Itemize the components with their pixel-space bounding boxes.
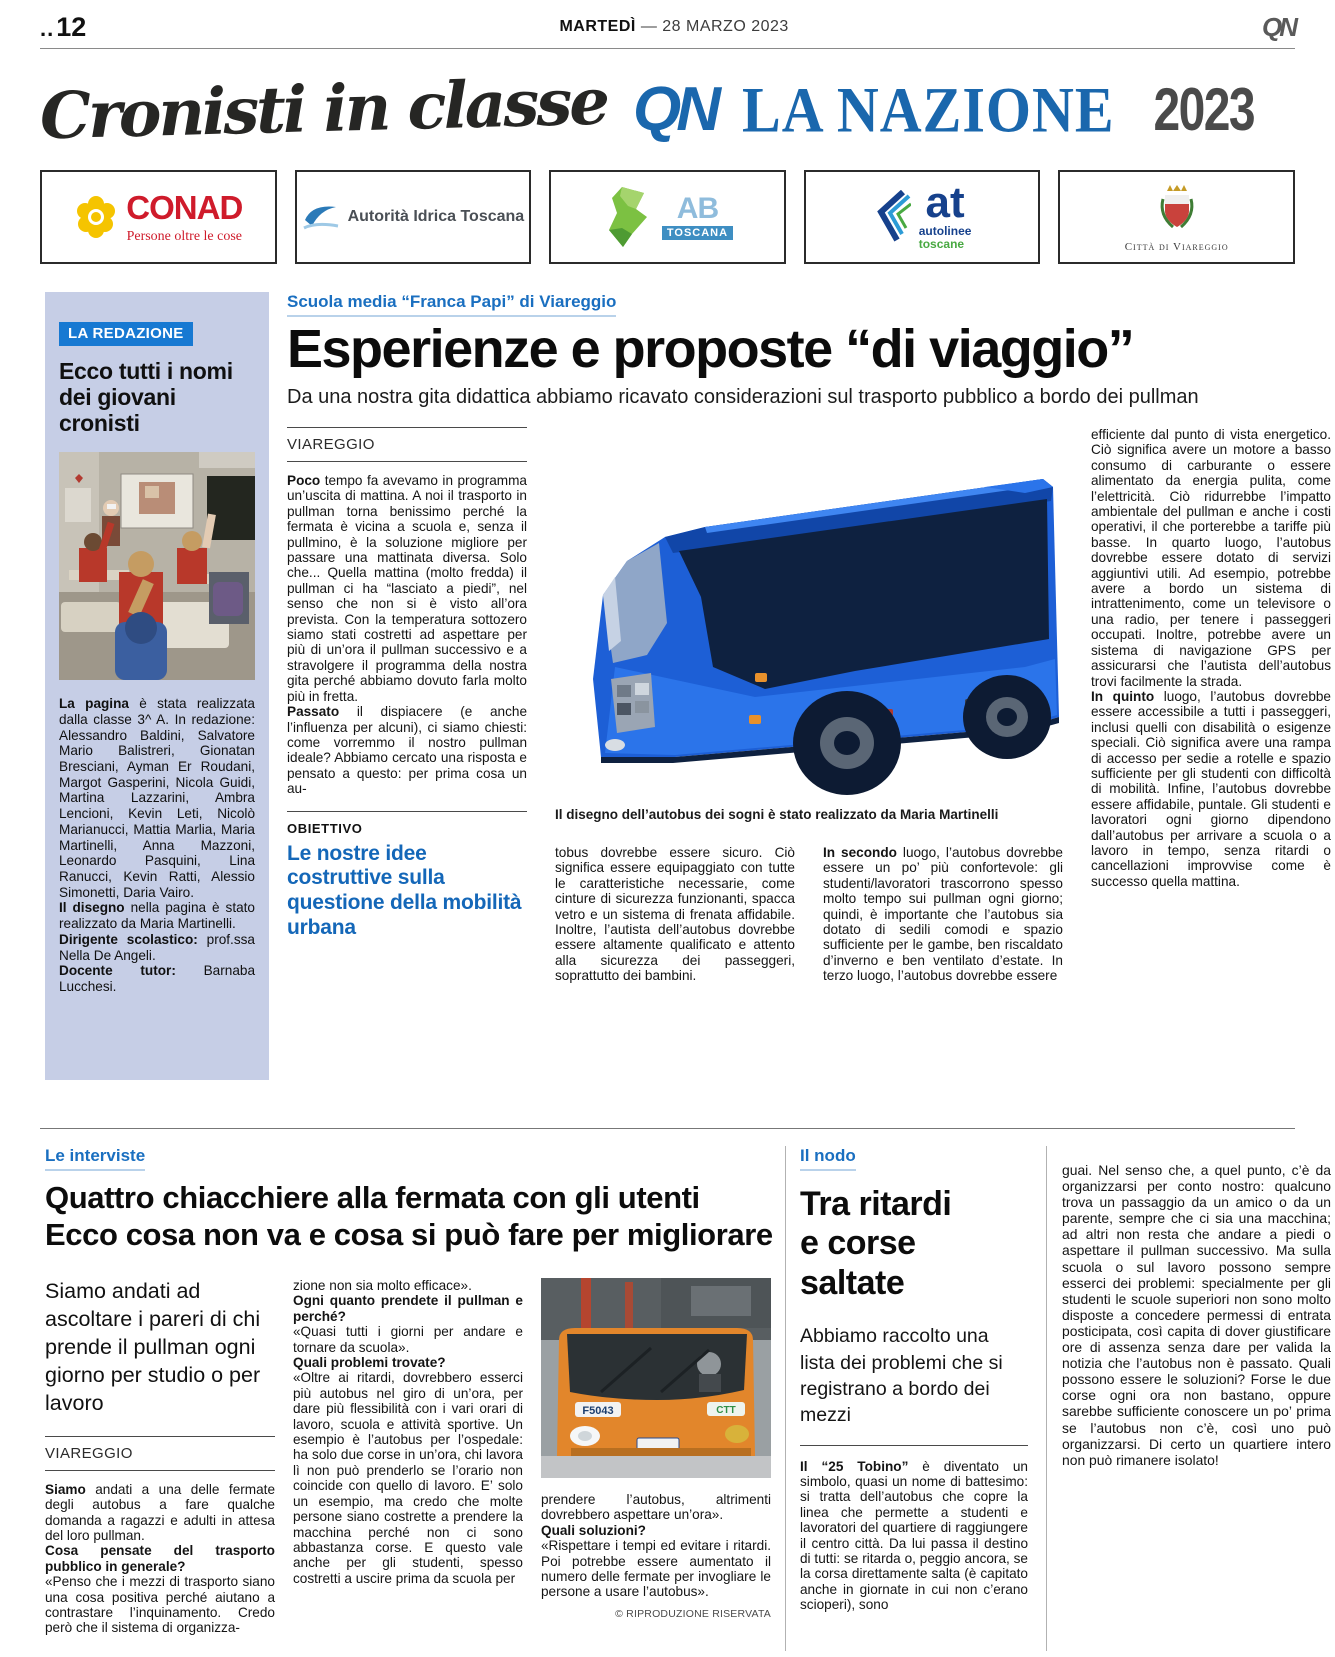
redazione-paragraph	[59, 963, 255, 994]
edition-date	[86, 18, 1262, 36]
folio-dots: ..	[40, 15, 55, 41]
paragraph-lead: Il “25 Tobino”	[800, 1458, 909, 1474]
page-number: 12	[56, 11, 87, 42]
interviews-col-1	[45, 1278, 275, 1636]
main-kicker: Scuola media “Franca Papi” di Viareggio	[287, 292, 616, 317]
redazione-badge: LA REDAZIONE	[59, 322, 193, 346]
conad-flower-icon	[74, 195, 118, 239]
paragraph-lead: Poco	[287, 473, 321, 488]
paragraph-lead: Il disegno	[59, 900, 125, 916]
at-line1: autolinee	[918, 223, 972, 238]
article-paragraph	[823, 845, 1063, 984]
nodo-body	[800, 1459, 1028, 1613]
nodo-kicker: Il nodo	[800, 1146, 856, 1171]
column-rule	[785, 1146, 786, 1651]
sponsor-autolinee-toscane	[804, 170, 1041, 264]
viareggio-wordmark: Città di Viareggio	[1124, 241, 1229, 253]
at-line2: toscane	[918, 236, 965, 251]
interview-answer: prendere l’autobus, altrimenti dovrebbero aspettare un’ora».	[541, 1492, 771, 1523]
interviews-col-2	[293, 1278, 523, 1586]
paragraph-text: efficiente dal punto di vista energetico. Ciò significa avere un motore a basso consumo di carburante o essere alimentato da energia pulita, come l’elettricità. Ciò ridurrebbe l’impatto ambientale del pullman e anche i costi operativi, il che porterebbe a tariffe più basse. In quarto luogo, l’autobus dovrebbe essere dotato di servizi aggiuntivi utili. Ad esempio, potrebbe avere a bordo un sistema di intrattenimento, come un televisore o una radio, per tenere i passeggeri occupati. Inoltre, potrebbe avere un sistema di navigazione GPS per assicurarsi che l’autista dell’autobus trovi facilmente la strada.	[1091, 427, 1331, 689]
paragraph-text: Barnaba Lucchesi.	[59, 963, 255, 994]
page-folio	[40, 12, 86, 43]
column-rule	[1046, 1146, 1047, 1651]
interview-question: Quali problemi trovate?	[293, 1355, 446, 1371]
section-divider	[40, 1128, 1295, 1129]
conad-tagline: Persone oltre le cose	[126, 229, 243, 244]
nodo-headline-line3: saltate	[800, 1263, 905, 1302]
nodo-headline-line2: e corse	[800, 1224, 916, 1263]
adb-region-label: TOSCANA	[662, 226, 733, 240]
paragraph-lead: Docente tutor:	[59, 963, 176, 979]
interview-answer: «Quasi tutti i giorni per andare e tornare da scuola».	[293, 1324, 523, 1355]
article-paragraph	[287, 473, 527, 704]
autorita-idrica-wordmark: Autorità Idrica Toscana	[347, 208, 525, 225]
objective-label: OBIETTIVO	[287, 820, 363, 836]
interview-answer: «Penso che i mezzi di trasporto siano una cosa positiva perché aiutano a contrastare l’inquinamento. Credo però che il sistema di organizza-	[45, 1574, 275, 1636]
redazione-sidebar	[45, 292, 269, 1080]
edition-date-rest: — 28 MARZO 2023	[640, 18, 789, 35]
dream-bus-caption: Il disegno dell’autobus dei sogni è stato realizzato da Maria Martinelli	[555, 807, 999, 822]
paragraph-lead: Siamo	[45, 1481, 86, 1497]
paragraph-text: tempo fa avevamo in programma un’uscita di mattina. A noi il trasporto in pullman torna benissimo perché la fermata è vicina a scuola e, senza il pullmino, è la soluzione migliore per passare una mattinata diversa. Solo che... Quella mattina (molto fredda) il pullman ci ha “lasciato a piedi”, nel senso che non si è visto all’ora prevista. Con la temperatura sottozero siamo stati costretti ad aspettare per più di un’ora il pullman successivo e a stravolgere il programma della nostra gita perché abbiamo dovuto farla molto più in fretta.	[287, 473, 527, 704]
interviews-standfirst: Siamo andati ad ascoltare i pareri di chi prende il pullman ogni giorno per studio o per lavoro	[45, 1279, 261, 1415]
redazione-paragraph	[59, 900, 255, 931]
paragraph-text: è stata realizzata dalla classe 3^ A. In redazione: Alessandro Baldini, Salvatore Mario Balistreri, Gionatan Bresciani, Ayman Er Roudani, Margot Gasperini, Nicola Guidi, Martina Lazzarini, Ambra Lencioni, Kevin Leti, Nicolò Marianucci, Mattia Marlia, Maria Martinelli, Anna Mazzoni, Leonardo Pasquini, Lina Ranucci, Kevin Ratti, Alessio Simonetti, Daria Vairo.	[59, 696, 255, 900]
viareggio-crest-icon	[1157, 181, 1197, 239]
main-headline: Esperienze e proposte “di viaggio”	[287, 319, 1134, 379]
article-paragraph	[1091, 689, 1331, 889]
objective-box	[287, 811, 527, 941]
at-wordmark: at	[925, 178, 965, 228]
main-col-4	[1091, 427, 1331, 889]
main-deck: Da una nostra gita didattica abbiamo ricavato considerazioni sul trasporto pubblico a bordo dei pullman	[287, 386, 1199, 408]
paragraph-text: il dispiacere (e anche l’influenza per alcuni), ci siamo chiesti: come vorremmo il nostro pullman ideale? Abbiamo cercato una risposta e pensato a questo: per prima cosa un au-	[287, 704, 527, 797]
sponsor-conad	[40, 170, 277, 264]
sponsor-citta-viareggio	[1058, 170, 1295, 264]
at-stripes-icon	[873, 190, 911, 244]
paragraph-text: nella pagina è stato realizzato da Maria Martinelli.	[59, 900, 255, 932]
interviews-headline-line2: Ecco cosa non va e cosa si può fare per migliorare	[45, 1216, 773, 1252]
article-paragraph	[800, 1459, 1028, 1613]
interview-answer: «Rispettare i tempi ed evitare i ritardi. Poi potrebbe essere aumentato il numero delle fermate per invogliare le persone a usare l’autobus».	[541, 1538, 771, 1600]
masthead	[40, 56, 1295, 162]
water-wave-icon	[302, 202, 340, 232]
paragraph-lead: In quinto	[1091, 688, 1155, 704]
interviews-col-3	[541, 1278, 771, 1620]
edition-day: MARTEDÌ	[559, 18, 636, 35]
sponsor-strip	[40, 170, 1295, 264]
main-article	[287, 292, 1331, 1080]
article-paragraph	[287, 704, 527, 796]
copyright-notice: © RIPRODUZIONE RISERVATA	[615, 1607, 771, 1620]
la-nazione-logo: LA NAZIONE	[742, 72, 1115, 146]
main-col-1	[287, 427, 527, 941]
masthead-year: 2023	[1153, 75, 1254, 143]
paragraph-text: è diventato un simbolo, quasi un nome di battesimo: si tratta dell’autobus che copre la linea che permette a studenti e lavoratori del quartiere di raggiungere il centro città. Da lui passa il destino di tutti: se ritarda o, peggio ancora, se la corsa direttamente salta (è capitato anche in giornate in cui non c’erano scioperi), sono	[800, 1458, 1028, 1613]
article-paragraph: guai. Nel senso che, a quel punto, c’è da organizzarsi per conto nostro: qualcuno trova un passaggio da un amico o da un parente, sempre che ci sia una macchina; ad altri non resta che andare a piedi o aspettare il pullman successivo. Ma sulla scuola o sul lavoro possono sempre esserci dei problemi: specialmente per gli studenti le scuole superiori non sono molto disposte a concedere permessi di entrata posticipata, così capita di dover giustificare ore di assenza senza dare per valida la notizia che l’autobus non è passato. Quali possono essere le soluzioni? Forse le due corse ogni ora non bastano, oppure sarebbe sufficiente conoscere un po’ prima se l’autobus non c’è, così uno può organizzarsi. Di certo un quartiere intero non può rimanere isolato!	[1062, 1162, 1331, 1468]
nodo-standfirst: Abbiamo raccolto una lista dei problemi che si registrano a bordo dei mezzi	[800, 1325, 1003, 1427]
redazione-title-line2: dei giovani cronisti	[59, 383, 176, 436]
paragraph-lead: In secondo	[823, 845, 897, 860]
nodo-rule	[800, 1445, 1028, 1446]
article-paragraph	[45, 1482, 275, 1544]
interview-question: Ogni quanto prendete il pullman e perché?	[293, 1293, 523, 1324]
sponsor-autorita-idrica	[295, 170, 532, 264]
dream-bus-drawing	[555, 427, 1063, 799]
paragraph-text: luogo, l’autobus dovrebbe essere accessibile a tutti i passeggeri, inclusi quelli con disabilità o esigenze speciali. Ciò significa avere una rampa di accesso per sedie a rotelle e spazio sufficiente per gli studenti con difficoltà di mobilità. Infine, l’autobus dovrebbe essere affidabile, puntale. Gli studenti e lavoratori ogni giorno dipendono dall’autobus per arrivare a scuola o a lavoro in tempo, senza ritardi o cancellazioni improvvise come è successo quella mattina.	[1091, 688, 1331, 889]
interviews-article	[45, 1146, 771, 1657]
dateline: VIAREGGIO	[287, 427, 527, 462]
objective-text: Le nostre idee costruttive sulla questione della mobilità urbana	[287, 841, 522, 939]
redazione-paragraph	[59, 932, 255, 963]
conad-wordmark: CONAD	[126, 189, 243, 226]
main-col-2	[555, 845, 795, 984]
article-paragraph	[555, 845, 795, 984]
redazione-body	[59, 696, 255, 994]
interview-answer: zione non sia molto efficace».	[293, 1278, 472, 1293]
top-bar	[40, 8, 1295, 46]
sponsor-adb-toscana	[549, 170, 786, 264]
interviews-headline	[45, 1180, 771, 1253]
redazione-paragraph	[59, 696, 255, 900]
paragraph-lead: Passato	[287, 704, 340, 720]
paragraph-text: andati a una delle fermate degli autobus a fare qualche domanda a ragazzi e adulti in attesa del loro pullman.	[45, 1481, 275, 1543]
qn-logo: QN	[633, 74, 717, 144]
adb-abbr: AB	[676, 192, 719, 225]
cronisti-in-classe-logo: Cronisti in classe	[39, 64, 608, 154]
qn-logo-small: QN	[1262, 11, 1295, 42]
bus-fleet-number: F5043	[582, 1405, 614, 1417]
city-bus-photo	[541, 1278, 771, 1478]
paragraph-lead: La pagina	[59, 696, 129, 712]
bus-operator-logo: CTT	[716, 1405, 736, 1416]
paragraph-text: luogo, l’autobus dovrebbe essere un po’ più confortevole: gli studenti/lavoratori trascorrono spesso molto tempo sui pullman ogni giorno; quindi, è importante che l’autobus sia dotato di sedili comodi e spazio sufficiente per le gambe, ben riscaldato d’inverno e ben ventilato d’estate. In terzo luogo, l’autobus dovrebbe essere	[823, 845, 1063, 984]
redazione-title-line1: Ecco tutti i nomi	[59, 358, 233, 384]
redazione-title	[59, 359, 255, 436]
interviews-kicker: Le interviste	[45, 1146, 145, 1171]
interview-question: Cosa pensate del trasporto pubblico in generale?	[45, 1543, 275, 1574]
nodo-headline-line1: Tra ritardi	[800, 1185, 952, 1223]
interview-answer: «Oltre ai ritardi, dovrebbero esserci più autobus nel giro di un’ora, per dare più flessibilità con i vari orari di lavoro, scuola e attività sportive. Un esempio è l’autobus per l’ospedale: ha solo due corse in un’ora, chi lavora lì non può prenderlo se l’orario non coincide con quello di lavoro. E’ solo un esempio, ma credo che molte persone siano costrette a prendere la macchina perché non ci sono abbastanza corse. E questo vale anche per gli studenti, spesso costretti a uscire prima da scuola per	[293, 1370, 523, 1586]
interview-question: Quali soluzioni?	[541, 1522, 646, 1538]
paragraph-text: prof.ssa Nella De Angeli.	[59, 931, 255, 963]
paragraph-text: tobus dovrebbe essere sicuro. Ciò significa essere equipaggiato con tutte le caratteristiche necessarie, come cinture di sicurezza funzionanti, spacca vetro e un sistema di frenata affidabile. Inoltre, l’autista dell’autobus dovrebbe essere altamente qualificato e attento alla sicurezza dei passeggeri, soprattutto dei bambini.	[555, 845, 795, 984]
nodo-headline	[800, 1185, 1028, 1303]
interviews-headline-line1: Quattro chiacchiere alla fermata con gli utenti	[45, 1180, 700, 1215]
classroom-photo	[59, 452, 255, 680]
tuscany-region-icon	[602, 184, 654, 250]
nodo-article	[800, 1146, 1028, 1657]
nodo-continuation-column	[1062, 1146, 1331, 1657]
paragraph-lead: Dirigente scolastico:	[59, 931, 198, 947]
article-paragraph	[1091, 427, 1331, 689]
main-col-3	[823, 845, 1063, 984]
dateline: VIAREGGIO	[45, 1436, 275, 1471]
top-rule	[40, 48, 1295, 49]
